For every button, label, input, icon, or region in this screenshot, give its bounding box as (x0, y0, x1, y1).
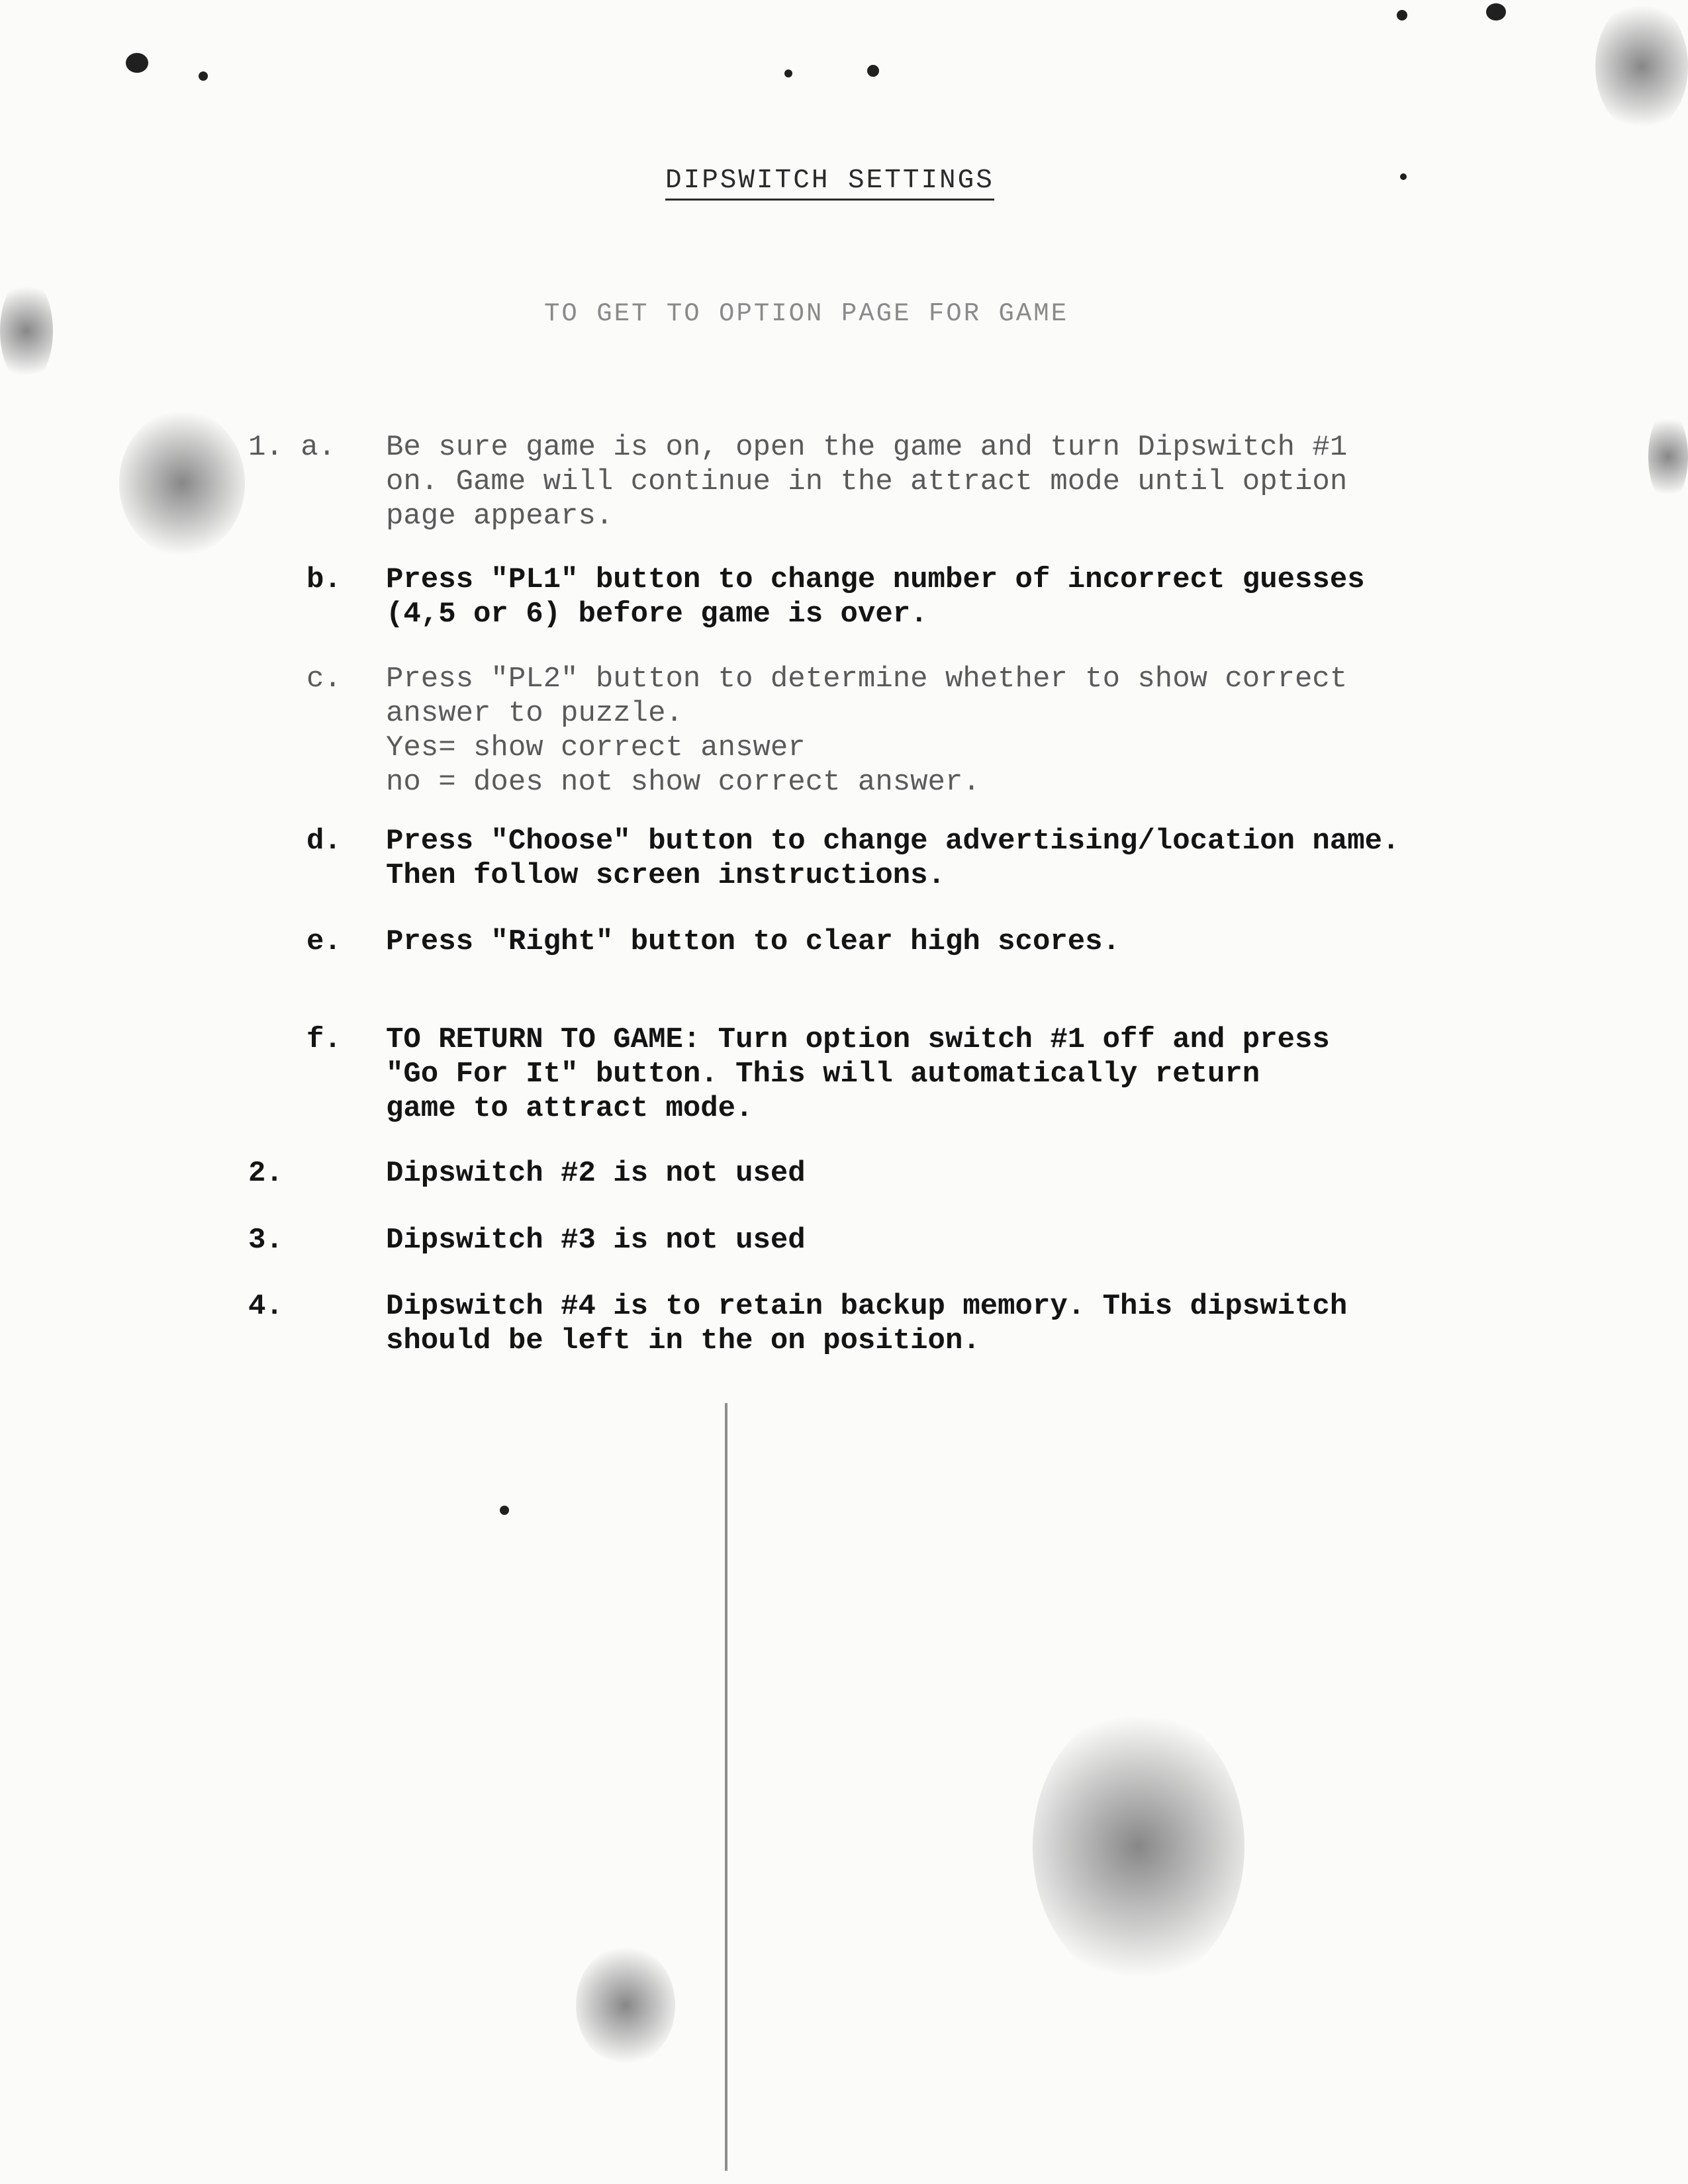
item-line: should be left in the on position. (386, 1324, 980, 1357)
item-label: 1. a. (248, 431, 336, 464)
list-item (0, 662, 1688, 801)
ink-speck (500, 1506, 509, 1515)
item-line: Be sure game is on, open the game and turn Dipswitch #1 (386, 431, 1348, 464)
item-line: Dipswitch #2 is not used (386, 1157, 806, 1190)
item-label: d. (306, 825, 342, 858)
list-item (0, 1289, 1688, 1362)
item-label: e. (306, 925, 342, 958)
ink-blotch (0, 278, 53, 384)
ink-blotch (1595, 0, 1688, 132)
ink-speck (126, 53, 148, 73)
list-item (0, 824, 1688, 897)
item-line: answer to puzzle. (386, 697, 683, 730)
ink-blotch (1033, 1707, 1244, 1985)
item-line: game to attract mode. (386, 1092, 753, 1125)
document-title: DIPSWITCH SETTINGS (665, 165, 994, 201)
ink-speck (867, 65, 879, 77)
ink-speck (784, 69, 792, 77)
item-label: 2. (248, 1157, 283, 1190)
item-line: Press "PL2" button to determine whether to show correct (386, 662, 1348, 696)
item-line: no = does not show correct answer. (386, 766, 980, 799)
list-item (0, 563, 1688, 635)
paper-crease (725, 1403, 727, 2171)
item-line: page appears. (386, 500, 614, 533)
item-line: Press "Choose" button to change advertising/location name. (386, 825, 1400, 858)
item-label: 3. (248, 1224, 283, 1257)
item-line: Press "PL1" button to change number of incorrect guesses (386, 563, 1365, 596)
item-label: f. (306, 1023, 342, 1056)
item-line: Then follow screen instructions. (386, 859, 945, 892)
item-line: Yes= show correct answer (386, 731, 806, 764)
ink-speck (1486, 3, 1506, 21)
ink-blotch (576, 1946, 675, 2065)
item-label: 4. (248, 1290, 283, 1323)
ink-speck (1400, 173, 1407, 180)
list-item (0, 1156, 1688, 1196)
item-line: (4,5 or 6) before game is over. (386, 598, 928, 631)
item-label: c. (306, 662, 342, 696)
item-line: Dipswitch #3 is not used (386, 1224, 806, 1257)
document-subtitle: TO GET TO OPTION PAGE FOR GAME (544, 299, 1069, 328)
item-line: on. Game will continue in the attract mode until option (386, 465, 1348, 498)
list-item (0, 1223, 1688, 1263)
item-label: b. (306, 563, 342, 596)
item-line: Dipswitch #4 is to retain backup memory. This dipswitch (386, 1290, 1348, 1323)
item-line: Press "Right" button to clear high scores. (386, 925, 1120, 958)
item-line: TO RETURN TO GAME: Turn option switch #1 off and press (386, 1023, 1330, 1056)
list-item (0, 1023, 1688, 1128)
list-item (0, 925, 1688, 964)
item-line: "Go For It" button. This will automatically return (386, 1058, 1260, 1091)
ink-speck (199, 71, 208, 81)
ink-speck (1397, 10, 1407, 21)
list-item (0, 430, 1688, 536)
